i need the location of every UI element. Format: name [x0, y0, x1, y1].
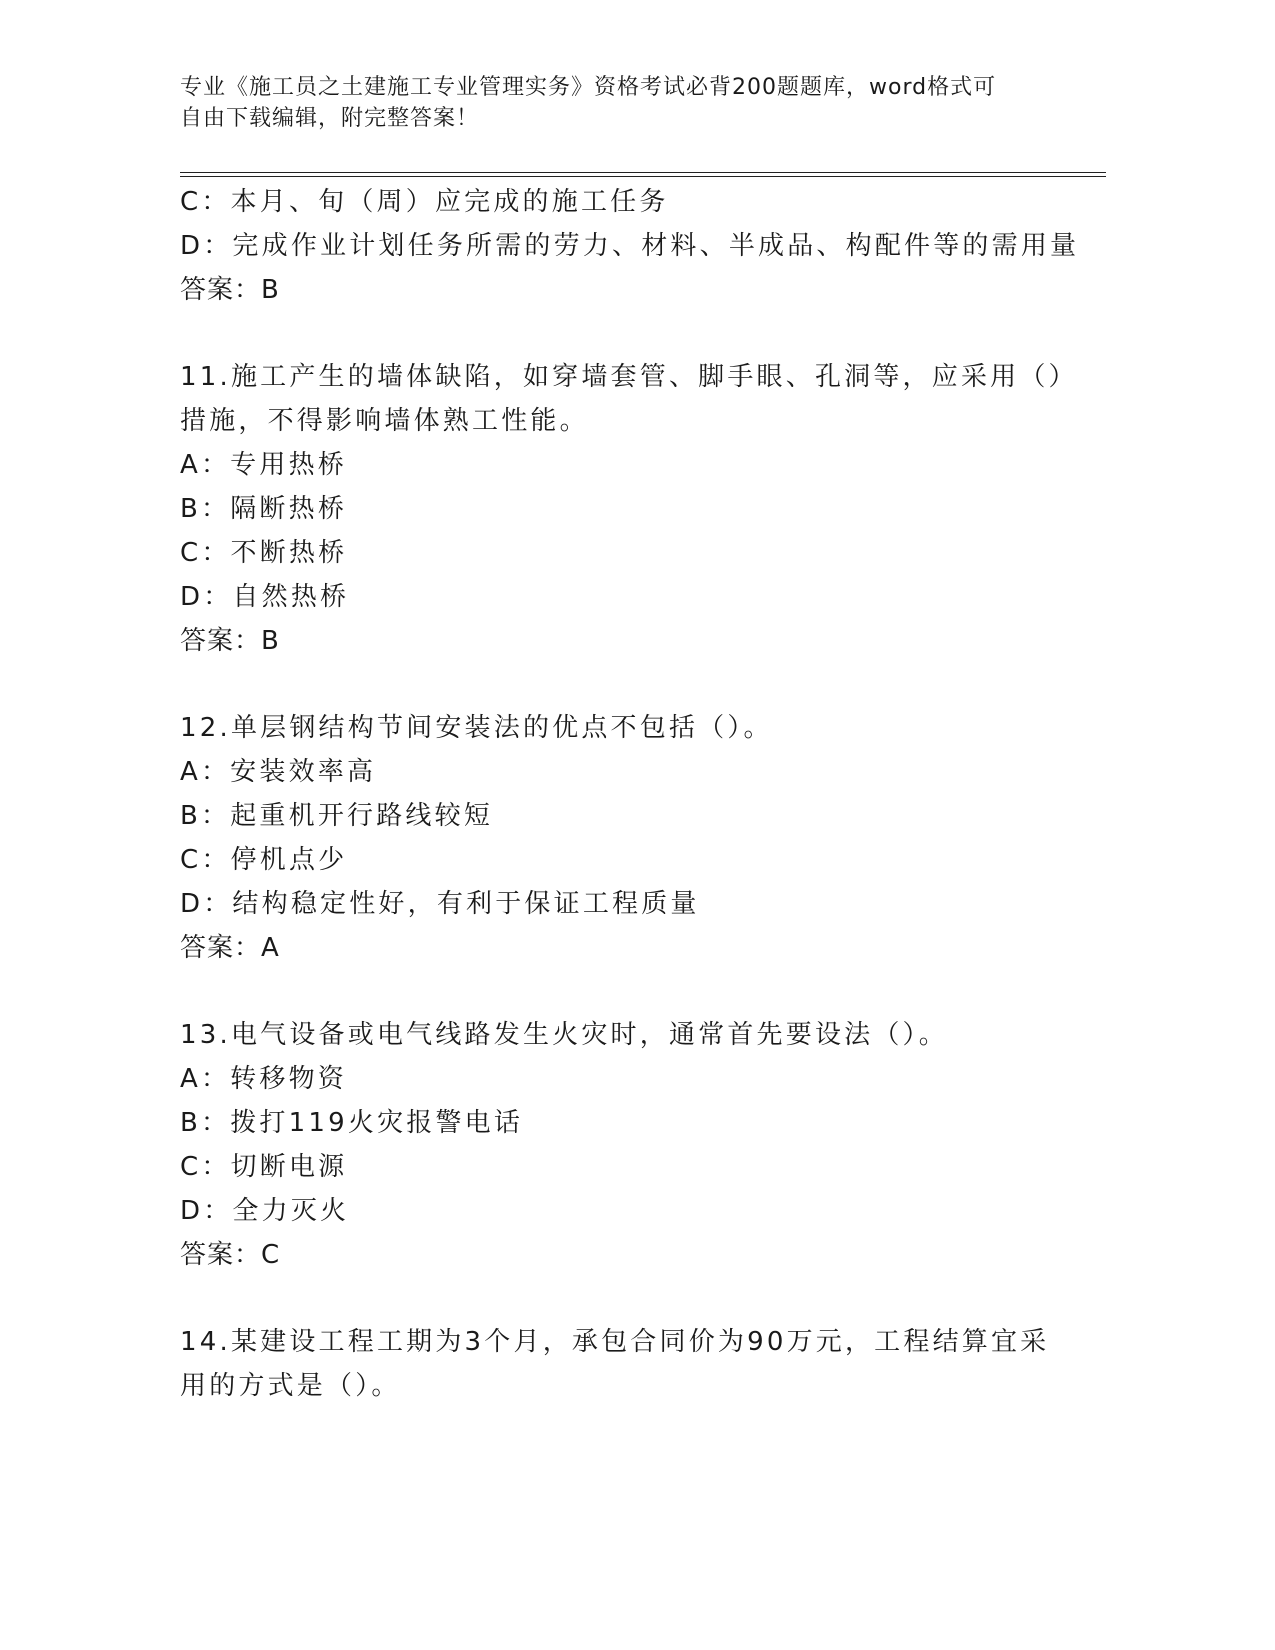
option-c: C：切断电源	[180, 1152, 348, 1182]
option-d: D：完成作业计划任务所需的劳力、材料、半成品、构配件等的需用量	[180, 231, 1080, 261]
option-b: B：隔断热桥	[180, 494, 348, 524]
question-stem: 13.电气设备或电气线路发生火灾时，通常首先要设法（）。	[180, 1020, 948, 1050]
header-divider-top	[180, 172, 1106, 173]
option-a: A：专用热桥	[180, 450, 347, 480]
header-title-line-1: 专业《施工员之土建施工专业管理实务》资格考试必背200题题库，word格式可	[180, 75, 997, 100]
answer-line: 答案：B	[180, 626, 280, 656]
answer-line: 答案：C	[180, 1240, 281, 1270]
header-divider-bottom	[180, 176, 1106, 177]
question-stem: 11.施工产生的墙体缺陷，如穿墙套管、脚手眼、孔洞等，应采用（）	[180, 362, 1078, 392]
question-11	[180, 355, 1080, 663]
answer-line: 答案：A	[180, 933, 280, 963]
question-list	[180, 180, 1080, 1408]
option-b: B：拨打119火灾报警电话	[180, 1108, 524, 1138]
option-b: B：起重机开行路线较短	[180, 801, 494, 831]
question-14	[180, 1320, 1080, 1408]
question-stem: 14.某建设工程工期为3个月，承包合同价为90万元，工程结算宜采	[180, 1327, 1050, 1357]
answer-line: 答案：B	[180, 275, 280, 305]
option-a: A：转移物资	[180, 1064, 347, 1094]
question-stem-continued: 用的方式是（）。	[180, 1371, 401, 1401]
option-c: C：停机点少	[180, 845, 348, 875]
option-a: A：安装效率高	[180, 757, 377, 787]
question-13	[180, 1013, 1080, 1277]
option-d: D：结构稳定性好，有利于保证工程质量	[180, 889, 700, 919]
question-stem-continued: 措施，不得影响墙体熟工性能。	[180, 406, 589, 436]
question-stem: 12.单层钢结构节间安装法的优点不包括（）。	[180, 713, 773, 743]
option-c: C：不断热桥	[180, 538, 348, 568]
header-title-line-2: 自由下载编辑，附完整答案！	[180, 106, 480, 131]
question-12	[180, 706, 1080, 970]
option-d: D：自然热桥	[180, 582, 350, 612]
question-10-continued	[180, 180, 1080, 312]
option-d: D：全力灭火	[180, 1196, 350, 1226]
document-header	[180, 72, 1040, 134]
option-c: C：本月、旬（周）应完成的施工任务	[180, 187, 669, 217]
